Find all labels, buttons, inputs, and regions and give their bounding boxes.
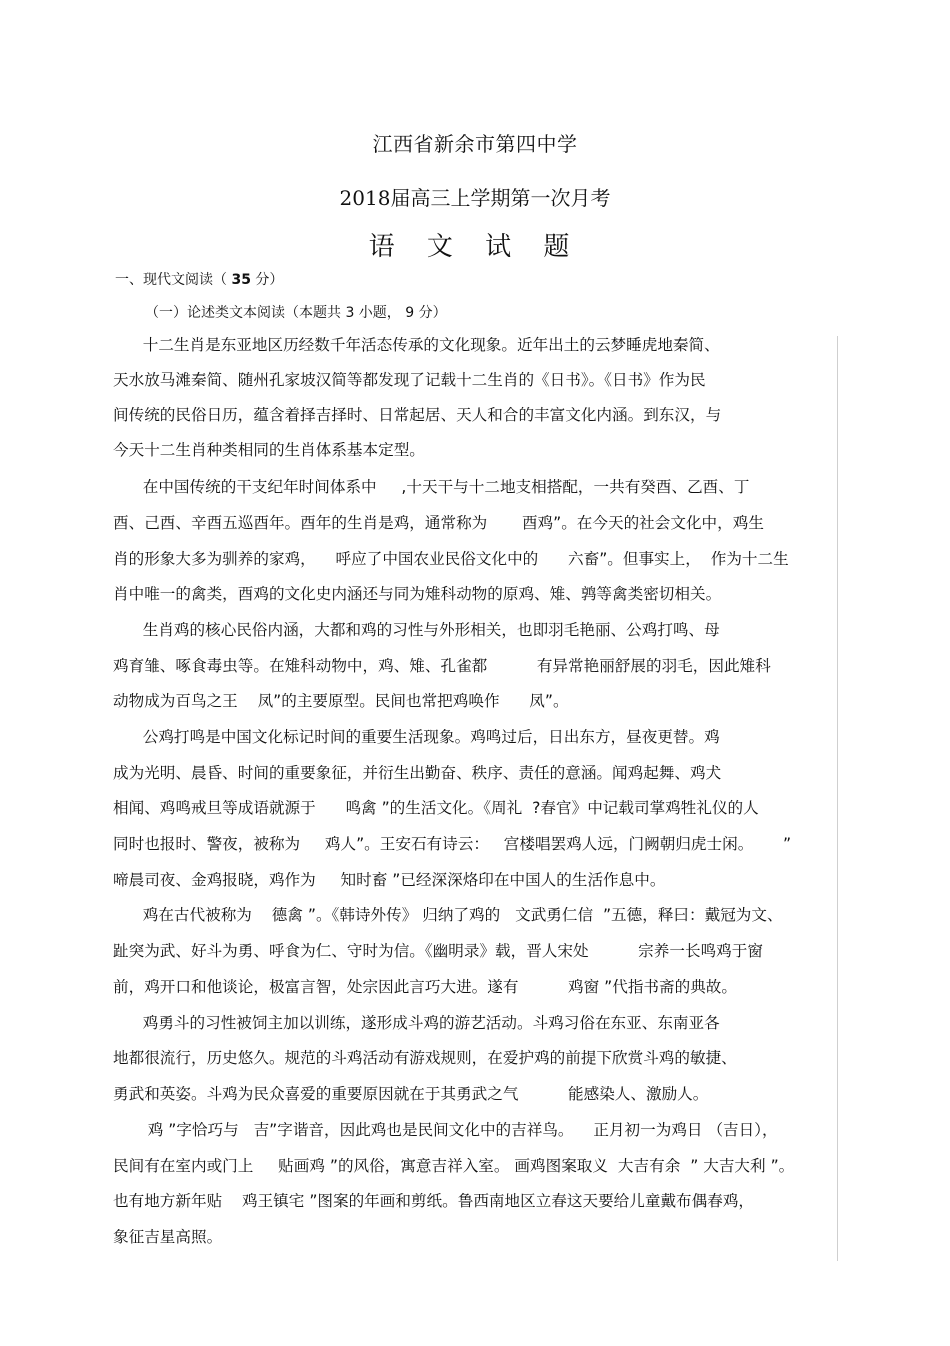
section-heading — [115, 269, 283, 289]
margin-rule — [837, 336, 838, 1261]
text-line: 成为光明、晨昏、时间的重要象征，并衍生出勤奋、秩序、责任的意涵。闻鸡起舞、鸡犬 — [113, 764, 722, 782]
text-line: 今天十二生肖种类相同的生肖体系基本定型。 — [113, 441, 425, 459]
text-line: 间传统的民俗日历，蕴含着择吉择时、日常起居、天人和合的丰富文化内涵。到东汉，与 — [113, 406, 722, 424]
text-line: 生肖鸡的核心民俗内涵，大都和鸡的习性与外形相关，也即羽毛艳丽、公鸡打鸣、母 — [113, 621, 720, 639]
text-line: 鸡 ”字恰巧与 吉”字谐音，因此鸡也是民间文化中的吉祥鸟。 正月初一为鸡日 （吉日）， — [113, 1121, 778, 1139]
text-line: 天水放马滩秦简、随州孔家坡汉简等都发现了记载十二生肖的《日书》。《日书》作为民 — [113, 371, 706, 389]
text-line: 啼晨司夜、金鸡报晓，鸡作为 知时畜 ”已经深深烙印在中国人的生活作息中。 — [113, 871, 666, 889]
text-line: 肖的形象大多为驯养的家鸡， 呼应了中国农业民俗文化中的 六畜”。但事实上， 作为十二生 — [113, 550, 789, 568]
text-line: 公鸡打鸣是中国文化标记时间的重要生活现象。鸡鸣过后，日出东方，昼夜更替。鸡 — [113, 728, 720, 746]
text-line: 鸡育雏、啄食毒虫等。在雉科动物中，鸡、雉、孔雀都 有异常艳丽舒展的羽毛，因此雉科 — [113, 657, 771, 675]
text-line: 动物成为百鸟之王 凤”的主要原型。民间也常把鸡唤作 凤”。 — [113, 692, 569, 710]
text-line: 也有地方新年贴 鸡王镇宅 ”图案的年画和剪纸。鲁西南地区立春这天要给儿童戴布偶春鸡， — [113, 1192, 755, 1210]
text-line: 趾突为武、好斗为勇、呼食为仁、守时为信。《幽明录》载，晋人宋处 宗养一长鸣鸡于窗 — [113, 942, 763, 960]
section-suffix: 分） — [250, 272, 284, 288]
exam-title: 2018届高三上学期第一次月考 — [339, 186, 611, 210]
text-line: 相闻、鸡鸣戒旦等成语就源于 鸣禽 ”的生活文化。《周礼 ?春官》中记载司掌鸡牲礼仪的人 — [113, 799, 759, 817]
text-line: 象征吉星高照。 — [113, 1228, 223, 1246]
text-line: 勇武和英姿。斗鸡为民众喜爱的重要原因就在于其勇武之气 能感染人、激励人。 — [113, 1085, 709, 1103]
school-title: 江西省新余市第四中学 — [372, 132, 578, 156]
text-line: 酉、己酉、辛酉五巡酉年。酉年的生肖是鸡，通常称为 酉鸡”。在今天的社会文化中，鸡生 — [113, 514, 764, 532]
text-line: 同时也报时、警夜，被称为 鸡人”。王安石有诗云： 宫楼唱罢鸡人远，门阙朝归虎士闲。 ” — [113, 835, 792, 853]
subsection-heading: （一）论述类文本阅读（本题共 3 小题， 9 分） — [145, 305, 447, 321]
text-line: 鸡勇斗的习性被饲主加以训练，遂形成斗鸡的游艺活动。斗鸡习俗在东亚、东南亚各 — [113, 1014, 720, 1032]
text-line: 十二生肖是东亚地区历经数千年活态传承的文化现象。近年出土的云梦睡虎地秦简、 — [113, 336, 720, 354]
text-line: 前，鸡开口和他谈论，极富言智，处宗因此言巧大进。遂有 鸡窗 ”代指书斋的典故。 — [113, 978, 737, 996]
text-line: 肖中唯一的禽类，酉鸡的文化史内涵还与同为雉科动物的原鸡、雉、鹑等禽类密切相关。 — [113, 585, 722, 603]
section-prefix: 一、现代文阅读（ — [115, 272, 232, 288]
text-line: 鸡在古代被称为 德禽 ”。《韩诗外传》 归纳了鸡的 文武勇仁信 ”五德，释曰：戴冠为文、 — [113, 906, 783, 924]
text-line: 民间有在室内或门上 贴画鸡 ”的风俗，寓意吉祥入室。 画鸡图案取义 大吉有余 ” 大吉大利 ”。 — [113, 1157, 795, 1175]
text-line: 在中国传统的干支纪年时间体系中 ,十天干与十二地支相搭配，一共有癸酉、乙酉、丁 — [113, 478, 750, 496]
section-points: 35 — [231, 272, 251, 288]
subject-title: 语 文 试 题 — [368, 232, 582, 262]
text-line: 地都很流行，历史悠久。规范的斗鸡活动有游戏规则，在爱护鸡的前提下欣赏斗鸡的敏捷、 — [113, 1049, 737, 1067]
